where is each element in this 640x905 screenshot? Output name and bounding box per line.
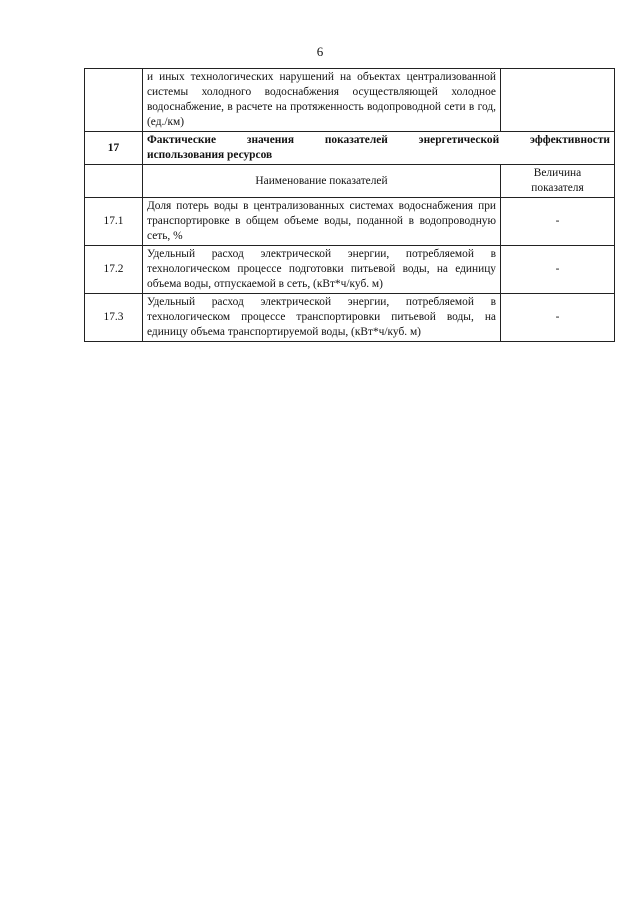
table-row — [85, 198, 615, 246]
row-text: Удельный расход электрической энергии, потребляемой в технологическом процессе транспортировки питьевой воды, на единицу объема транспортируемой воды, (кВт*ч/куб. м) — [143, 294, 501, 342]
header-value-line1: Величина — [533, 167, 582, 179]
header-number-cell — [85, 165, 143, 198]
row-text: Доля потерь воды в централизованных системах водоснабжения при транспортировке в общем объеме воды, поданной в водопроводную сеть, % — [143, 198, 501, 246]
table-row — [85, 69, 615, 132]
page-number: 6 — [316, 44, 324, 59]
indicators-table — [84, 68, 615, 342]
row-number: 17.3 — [85, 294, 143, 342]
header-name: Наименование показателей — [143, 165, 501, 198]
row-value — [501, 69, 615, 132]
row-text: и иных технологических нарушений на объектах централизованной системы холодного водоснабжения осуществляющей холодное водоснабжение, в расчете на протяженность водопроводной сети в год, (ед./км) — [143, 69, 501, 132]
section-row — [85, 132, 615, 165]
table-row — [85, 246, 615, 294]
row-value: - — [501, 294, 615, 342]
section-title-line1: Фактические значения показателей энергетической эффективности — [147, 134, 610, 146]
row-number — [85, 69, 143, 132]
section-number: 17 — [85, 132, 143, 165]
row-text: Удельный расход электрической энергии, потребляемой в технологическом процессе подготовки питьевой воды, на единицу объема воды, отпускаемой в сеть, (кВт*ч/куб. м) — [143, 246, 501, 294]
header-value — [501, 165, 615, 198]
row-value: - — [501, 198, 615, 246]
header-row — [85, 165, 615, 198]
row-number: 17.2 — [85, 246, 143, 294]
section-title — [143, 132, 615, 165]
row-number: 17.1 — [85, 198, 143, 246]
row-value: - — [501, 246, 615, 294]
header-value-line2: показателя — [531, 182, 584, 194]
table-row — [85, 294, 615, 342]
section-title-line2: использования ресурсов — [147, 149, 273, 161]
